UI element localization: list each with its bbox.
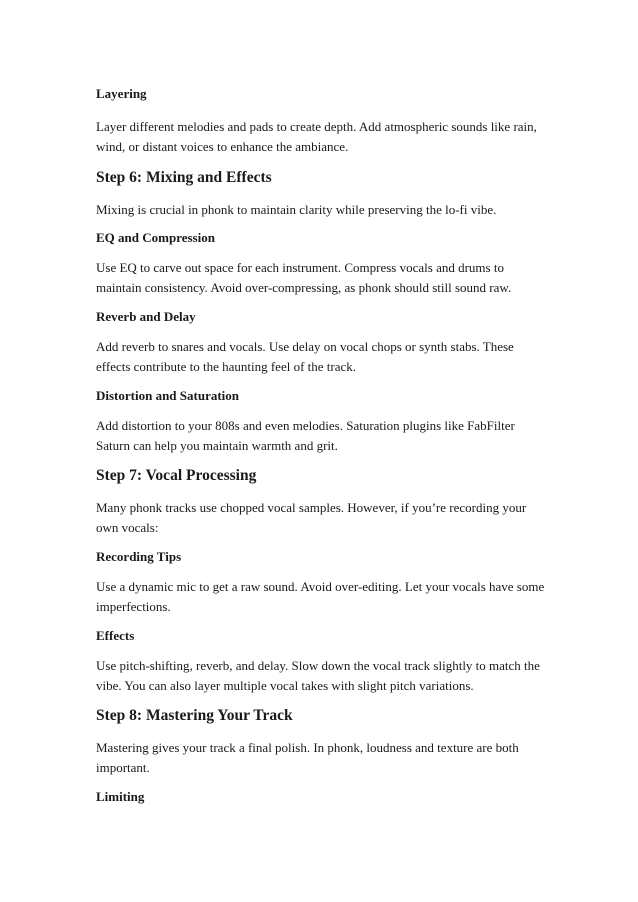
layering-paragraph: Layer different melodies and pads to create depth. Add atmospheric sounds like rain, wind, or distant voices to enhance the ambiance. bbox=[96, 119, 537, 154]
distortion-heading: Distortion and Saturation bbox=[96, 388, 240, 403]
effects-paragraph: Use pitch-shifting, reverb, and delay. Slow down the vocal track slightly to match the vibe. You can also layer multiple vocal takes with slight pitch variations. bbox=[96, 658, 540, 693]
step6-paragraph: Mixing is crucial in phonk to maintain clarity while preserving the lo-fi vibe. bbox=[96, 202, 497, 217]
reverb-paragraph: Add reverb to snares and vocals. Use delay on vocal chops or synth stabs. These effects contribute to the haunting feel of the track. bbox=[96, 339, 514, 374]
document-page bbox=[96, 82, 546, 806]
eq-paragraph: Use EQ to carve out space for each instrument. Compress vocals and drums to maintain consistency. Avoid over-compressing, as phonk should still sound raw. bbox=[96, 260, 512, 295]
effects-heading: Effects bbox=[96, 628, 135, 643]
step6-heading: Step 6: Mixing and Effects bbox=[96, 169, 272, 186]
layering-heading: Layering bbox=[96, 86, 147, 101]
step8-paragraph: Mastering gives your track a final polish. In phonk, loudness and texture are both important. bbox=[96, 740, 519, 775]
distortion-paragraph: Add distortion to your 808s and even melodies. Saturation plugins like FabFilter Saturn can help you maintain warmth and grit. bbox=[96, 418, 515, 453]
recording-paragraph: Use a dynamic mic to get a raw sound. Avoid over-editing. Let your vocals have some imperfections. bbox=[96, 579, 545, 614]
step7-heading: Step 7: Vocal Processing bbox=[96, 467, 257, 484]
eq-heading: EQ and Compression bbox=[96, 230, 215, 245]
step7-paragraph: Many phonk tracks use chopped vocal samples. However, if you’re recording your own vocals: bbox=[96, 500, 527, 535]
step8-heading: Step 8: Mastering Your Track bbox=[96, 707, 293, 724]
reverb-heading: Reverb and Delay bbox=[96, 309, 196, 324]
limiting-heading: Limiting bbox=[96, 789, 145, 804]
recording-heading: Recording Tips bbox=[96, 549, 182, 564]
